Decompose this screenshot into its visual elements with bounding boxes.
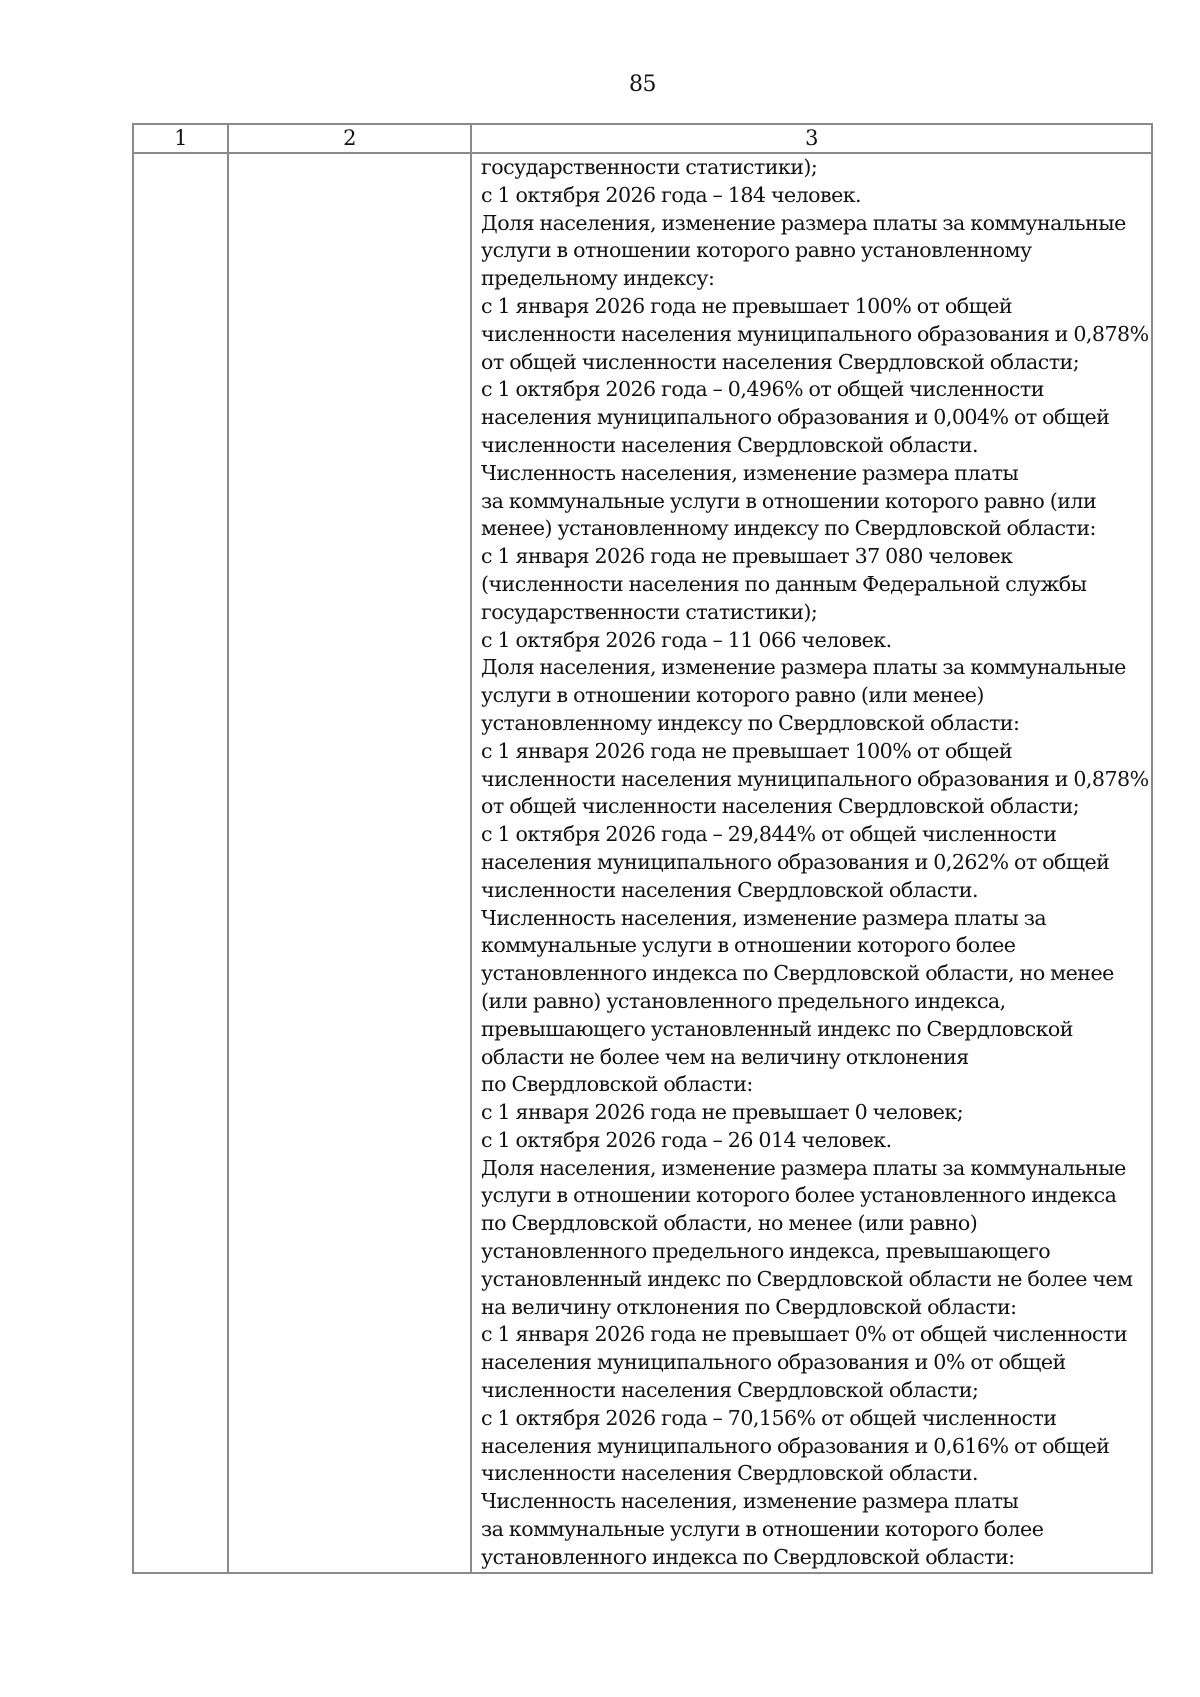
text-line: численности населения Свердловской области.: [481, 877, 978, 902]
text-line: Численность населения, изменение размера платы за: [481, 905, 1047, 930]
cell-col3-text: [472, 154, 1151, 1572]
text-line: менее) установленному индексу по Свердловской области:: [481, 516, 1096, 541]
text-line: установленного индекса по Свердловской области, но менее: [481, 961, 1114, 986]
text-line: с 1 января 2026 года не превышает 100% от общей: [481, 738, 1013, 763]
text-line: установленный индекс по Свердловской области не более чем: [481, 1266, 1133, 1291]
text-line: (численности населения по данным Федеральной службы: [481, 571, 1087, 596]
text-line: Доля населения, изменение размера платы за коммунальные: [481, 1155, 1126, 1180]
text-line: от общей численности населения Свердловской области;: [481, 349, 1080, 374]
text-line: с 1 октября 2026 года – 11 066 человек.: [481, 627, 892, 652]
text-line: Численность населения, изменение размера платы: [481, 460, 1019, 485]
text-line: Доля населения, изменение размера платы за коммунальные: [481, 210, 1126, 235]
text-line: услуги в отношении которого равно установленному: [481, 238, 1032, 263]
text-line: государственности статистики);: [481, 155, 818, 179]
text-line: по Свердловской области:: [481, 1072, 753, 1097]
text-line: населения муниципального образования и 0,004% от общей: [481, 405, 1110, 430]
cell-col1: [133, 153, 228, 1573]
column-header-2: 2: [228, 124, 471, 153]
text-line: с 1 января 2026 года не превышает 0% от общей численности: [481, 1322, 1128, 1347]
text-line: предельному индексу:: [481, 266, 715, 291]
text-line: с 1 января 2026 года не превышает 37 080 человек: [481, 544, 1013, 569]
text-line: численности населения Свердловской области;: [481, 1378, 979, 1403]
text-line: с 1 января 2026 года не превышает 0 человек;: [481, 1100, 964, 1125]
text-line: коммунальные услуги в отношении которого более: [481, 933, 1016, 958]
text-line: численности населения Свердловской области.: [481, 432, 978, 457]
text-line: превышающего установленный индекс по Свердловской: [481, 1016, 1073, 1041]
table-row: [133, 153, 1152, 1573]
text-line: с 1 октября 2026 года – 184 человек.: [481, 182, 862, 207]
text-line: Доля населения, изменение размера платы за коммунальные: [481, 655, 1126, 680]
text-line: области не более чем на величину отклонения: [481, 1044, 969, 1069]
text-line: за коммунальные услуги в отношении которого более: [481, 1517, 1044, 1542]
text-line: населения муниципального образования и 0% от общей: [481, 1350, 1066, 1375]
column-header-1: 1: [133, 124, 228, 153]
text-line: с 1 января 2026 года не превышает 100% от общей: [481, 293, 1013, 318]
text-line: по Свердловской области, но менее (или равно): [481, 1211, 978, 1236]
text-line: государственности статистики);: [481, 599, 818, 624]
table-header-row: [133, 124, 1152, 153]
text-line: от общей численности населения Свердловской области;: [481, 794, 1080, 819]
text-line: Численность населения, изменение размера платы: [481, 1489, 1019, 1514]
text-line: услуги в отношении которого равно (или менее): [481, 683, 984, 708]
text-line: населения муниципального образования и 0,262% от общей: [481, 849, 1110, 874]
text-line: численности населения муниципального образования и 0,878%: [481, 321, 1149, 346]
text-line: услуги в отношении которого более установленного индекса: [481, 1183, 1117, 1208]
column-header-3: 3: [471, 124, 1152, 153]
page-number: 85: [629, 72, 656, 97]
cell-col3: [471, 153, 1152, 1573]
text-line: с 1 октября 2026 года – 70,156% от общей численности: [481, 1405, 1057, 1430]
document-table: [132, 123, 1153, 1574]
text-line: с 1 октября 2026 года – 29,844% от общей численности: [481, 822, 1057, 847]
cell-col2: [228, 153, 471, 1573]
text-line: с 1 октября 2026 года – 0,496% от общей численности: [481, 377, 1044, 402]
text-line: с 1 октября 2026 года – 26 014 человек.: [481, 1127, 892, 1152]
text-line: численности населения Свердловской области.: [481, 1461, 978, 1486]
text-line: установленного предельного индекса, превышающего: [481, 1239, 1051, 1264]
text-line: за коммунальные услуги в отношении которого равно (или: [481, 488, 1097, 513]
text-line: установленного индекса по Свердловской области:: [481, 1544, 1015, 1569]
text-line: установленному индексу по Свердловской области:: [481, 710, 1020, 735]
text-line: (или равно) установленного предельного индекса,: [481, 988, 1006, 1013]
text-line: численности населения муниципального образования и 0,878%: [481, 766, 1149, 791]
text-line: на величину отклонения по Свердловской области:: [481, 1294, 1017, 1319]
text-line: населения муниципального образования и 0,616% от общей: [481, 1433, 1110, 1458]
